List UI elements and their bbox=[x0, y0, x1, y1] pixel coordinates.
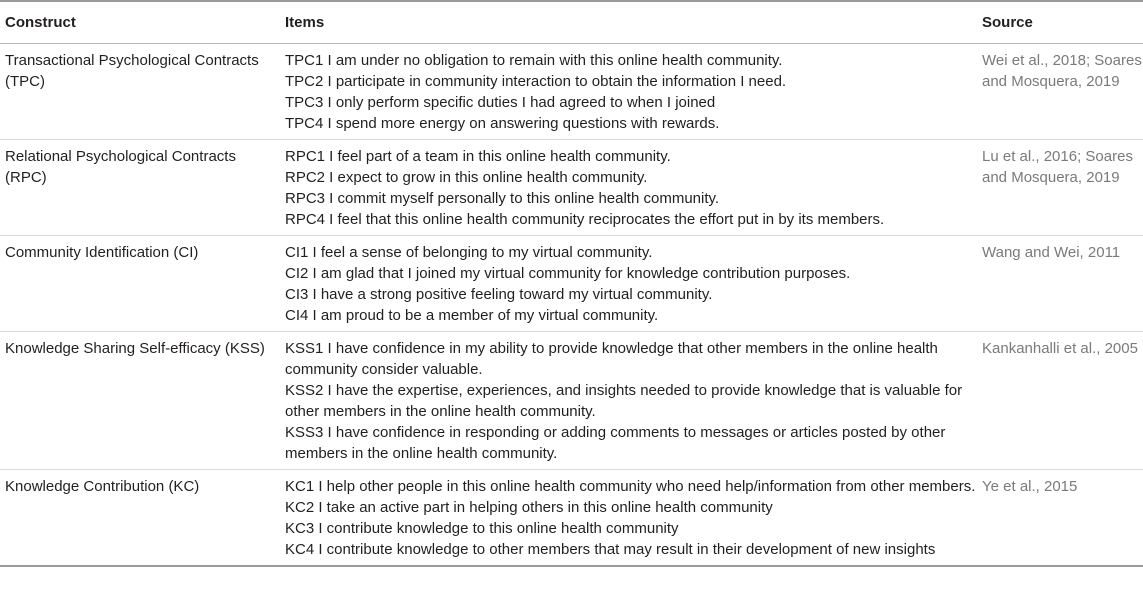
item-text: RPC1 I feel part of a team in this online health community. bbox=[285, 148, 671, 165]
item-text: KC4 I contribute knowledge to other members that may result in their development of new insights bbox=[285, 541, 936, 558]
table-row bbox=[0, 236, 1143, 331]
construct-cell: Transactional Psychological Contracts (TPC) bbox=[5, 52, 259, 90]
item-text: CI2 I am glad that I joined my virtual community for knowledge contribution purposes. bbox=[285, 265, 851, 282]
item-text: RPC2 I expect to grow in this online health community. bbox=[285, 169, 648, 186]
item-text: RPC4 I feel that this online health community reciprocates the effort put in by its members. bbox=[285, 211, 885, 228]
table-row bbox=[0, 140, 1143, 235]
source-cell: Wang and Wei, 2011 bbox=[982, 244, 1121, 261]
item-text: KC1 I help other people in this online health community who need help/information from other members. bbox=[285, 478, 976, 495]
construct-cell: Knowledge Sharing Self-efficacy (KSS) bbox=[5, 340, 265, 357]
item-text: KSS2 I have the expertise, experiences, and insights needed to provide knowledge that is valuable for other members in the online health community. bbox=[285, 382, 963, 420]
items-cell bbox=[280, 338, 980, 464]
item-text: KSS1 I have confidence in my ability to provide knowledge that other members in the online health community consider valuable. bbox=[285, 340, 938, 378]
table-row bbox=[0, 332, 1143, 469]
bottom-rule bbox=[0, 565, 1143, 567]
item-text: TPC3 I only perform specific duties I had agreed to when I joined bbox=[285, 94, 716, 111]
header-construct: Construct bbox=[5, 14, 76, 31]
header-row bbox=[0, 2, 1143, 43]
construct-cell: Community Identification (CI) bbox=[5, 244, 199, 261]
source-cell: Wei et al., 2018; Soares and Mosquera, 2019 bbox=[982, 52, 1142, 90]
item-text: RPC3 I commit myself personally to this online health community. bbox=[285, 190, 720, 207]
items-cell bbox=[280, 242, 980, 326]
table-body bbox=[0, 44, 1143, 565]
source-cell: Ye et al., 2015 bbox=[982, 478, 1078, 495]
items-cell bbox=[280, 146, 980, 230]
source-cell: Lu et al., 2016; Soares and Mosquera, 2019 bbox=[982, 148, 1133, 186]
construct-cell: Knowledge Contribution (KC) bbox=[5, 478, 200, 495]
item-text: CI4 I am proud to be a member of my virtual community. bbox=[285, 307, 659, 324]
item-text: KC2 I take an active part in helping others in this online health community bbox=[285, 499, 773, 516]
items-cell bbox=[280, 50, 980, 134]
table-row bbox=[0, 44, 1143, 139]
item-text: KSS3 I have confidence in responding or adding comments to messages or articles posted by other members in the online health community. bbox=[285, 424, 946, 462]
header-source: Source bbox=[982, 14, 1033, 31]
construct-cell: Relational Psychological Contracts (RPC) bbox=[5, 148, 236, 186]
item-text: TPC1 I am under no obligation to remain with this online health community. bbox=[285, 52, 783, 69]
item-text: CI1 I feel a sense of belonging to my virtual community. bbox=[285, 244, 653, 261]
header-items: Items bbox=[285, 14, 325, 31]
item-text: TPC4 I spend more energy on answering questions with rewards. bbox=[285, 115, 720, 132]
item-text: TPC2 I participate in community interaction to obtain the information I need. bbox=[285, 73, 787, 90]
table-row bbox=[0, 470, 1143, 565]
item-text: CI3 I have a strong positive feeling toward my virtual community. bbox=[285, 286, 713, 303]
items-cell bbox=[280, 476, 980, 560]
item-text: KC3 I contribute knowledge to this online health community bbox=[285, 520, 679, 537]
source-cell: Kankanhalli et al., 2005 bbox=[982, 340, 1138, 357]
